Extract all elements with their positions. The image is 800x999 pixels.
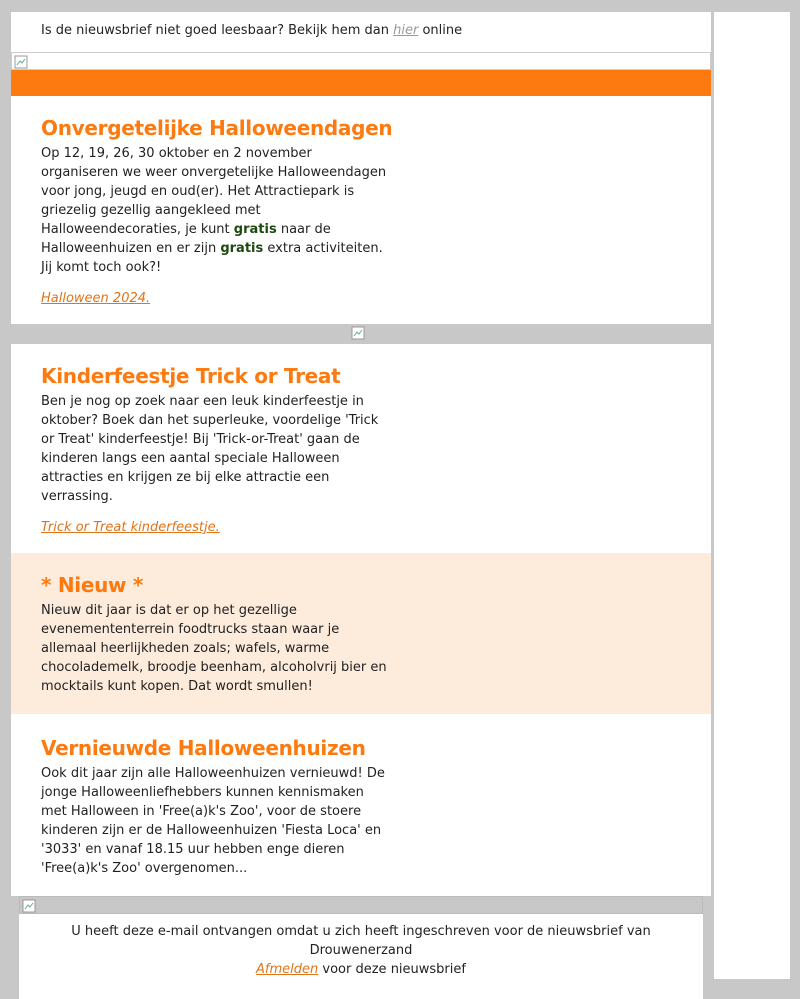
section-title: Onvergetelijke Halloweendagen — [41, 116, 393, 140]
footer-text: U heeft deze e-mail ontvangen omdat u zich heeft ingeschreven voor de nieuwsbrief van Drouwenerzand — [71, 924, 651, 958]
section-halloweendagen — [11, 96, 711, 324]
broken-image-icon — [14, 55, 28, 69]
view-online-text: Is de nieuwsbrief niet goed leesbaar? Bekijk hem dan hier online — [41, 23, 463, 38]
view-online-link[interactable]: hier — [393, 23, 419, 38]
section-title: Kinderfeestje Trick or Treat — [41, 364, 341, 388]
header-image — [11, 52, 711, 70]
halloween-2024-link[interactable]: Halloween 2024. — [41, 291, 151, 306]
section-body: Ook dit jaar zijn alle Halloweenhuizen vernieuwd! De jonge Halloweenliefhebbers kunnen kennismaken met Halloween in 'Free(a)k's Zoo', voor de stoere kinderen zijn er de Halloweenhuizen 'Fiesta Loca' en '3033' en vanaf 18.15 uur hebben enge dieren 'Free(a)k's Zoo' overgenomen... — [41, 766, 385, 876]
section-title: Vernieuwde Halloweenhuizen — [41, 736, 366, 760]
broken-image-icon — [22, 899, 36, 913]
section-nieuw — [11, 553, 711, 714]
trick-or-treat-link[interactable]: Trick or Treat kinderfeestje. — [41, 520, 220, 535]
section-halloweenhuizen — [11, 714, 711, 896]
footer: U heeft deze e-mail ontvangen omdat u zich heeft ingeschreven voor de nieuwsbrief van Drouwenerzand Afmelden voor deze nieuwsbrief — [19, 914, 703, 999]
section-kinderfeestje — [11, 344, 711, 553]
right-side-panel — [714, 12, 790, 979]
section-body: Nieuw dit jaar is dat er op het gezellige evenemententerrein foodtrucks staan waar je allemaal heerlijkheden zoals; wafels, warme chocolademelk, broodje beenham, alcoholvrij bier en mocktails kunt kopen. Dat wordt smullen! — [41, 603, 387, 694]
broken-image-icon — [351, 326, 365, 340]
divider-image — [11, 324, 711, 344]
section-title: * Nieuw * — [41, 573, 144, 597]
view-online-bar — [11, 12, 711, 52]
newsletter-body — [11, 12, 711, 999]
unsubscribe-link[interactable]: Afmelden — [256, 962, 319, 977]
section-body: Ben je nog op zoek naar een leuk kinderfeestje in oktober? Boek dan het superleuke, voordelige 'Trick or Treat' kinderfeestje! Bij 'Trick-or-Treat' gaan de kinderen langs een aantal speciale Halloween attracties en krijgen ze bij elke attractie een verrassing. — [41, 394, 379, 504]
section-body: Op 12, 19, 26, 30 oktober en 2 november organiseren we weer onvergetelijke Halloweendagen voor jong, jeugd en oud(er). Het Attractiepark is griezelig gezellig aangekleed met Halloweendecoraties, je kunt gratis naar de Halloweenhuizen en er zijn gratis extra activiteiten. Jij komt toch ook?! — [41, 146, 387, 275]
footer-image — [19, 896, 703, 914]
orange-banner — [11, 70, 711, 96]
